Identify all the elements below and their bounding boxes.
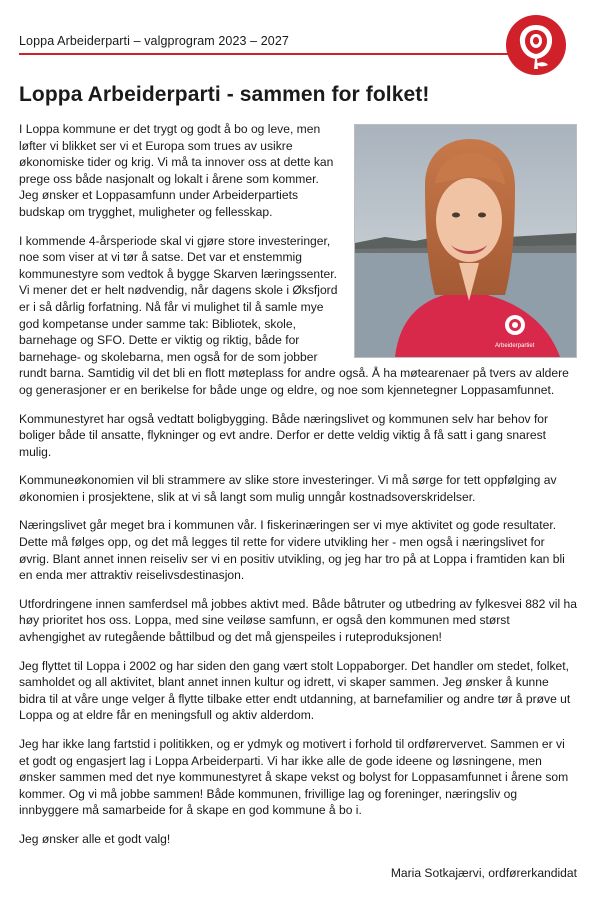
paragraph: Jeg flyttet til Loppa i 2002 og har siden den gang vært stolt Loppaborger. Det handler om stedet, folket, samholdet og all aktivitet, blant annet innen kultur og idrett, vi skaper sammen. Jeg ønsker å kunne bidra til at våre unge velger å flytte tilbake etter endt utdanning, at barnefamilier og andre tør å prøve ut Loppa og at eldre får en meningsfull og aktiv alderdom. [19,658,571,723]
shirt-text: Arbeiderpartiet [495,343,535,349]
paragraph: Jeg har ikke lang fartstid i politikken, og er ydmyk og motivert i forhold til ordførervervet. Sammen er vi et godt og engasjert lag i Loppa Arbeiderparti. Vi har ikke alle de gode ideene og løsningene, men ønsker sammen med det nye kommunestyret å skape vekst og bolyst for Loppasamfunnet i årene som kommer. Og vi må jobbe sammen! Både kommunen, frivillige lag og foreninger, næringsliv og innbyggere må samarbeide for å skape en god kommune å bo i. [19,737,569,818]
portrait-photo [354,124,577,358]
header-divider [19,53,515,55]
paragraph: I kommende 4-årsperiode skal vi gjøre store investeringer, noe som viser at vi tør å satse. Det var et enstemmig kommunestyre som vedtok å bygge Skarven læringssenter. Vi mener det er helt nødvendig, når dagens skole i Øksfjord er i så dårlig forfatning. Nå får vi mulighet til å samle mye god kompetanse under samme tak: Bibliotek, skole, barnehage og SFO. Dette er viktig og riktig, både for barnehage- og skolebarna, men også for de som jobber rundt barna. Samtidig vil det bli en flott møteplass for andre også. Å ha møtearenaer på tvers av aldere og generasjoner er en berikelse for både unge og eldre, og noe som kjennetegner Loppasamfunnet. [19,233,569,397]
paragraph: I Loppa kommune er det trygt og godt å bo og leve, men løfter vi blikket ser vi et Europa som trues av usikre økonomiske tider og krig. Vi må ta innover oss at dette kan prege oss både nasjonalt og lokalt i årene som kommer. Jeg ønsker et Loppasamfunn under Arbeiderpartiets budskap om trygghet, muligheter og fellesskap. [19,122,334,219]
signature: Maria Sotkajærvi, ordførerkandidat [390,866,577,880]
running-header: Loppa Arbeiderparti – valgprogram 2023 – 2027 [19,34,289,48]
article-body [19,121,577,860]
red-rose-icon [505,14,567,76]
paragraph: Kommunestyret har også vedtatt boligbygging. Både næringslivet og kommunen selv har behov for boliger både til ansatte, flykninger og evt andre. Derfor er dette veldig viktig å få satt i gang snarest mulig. [19,411,549,459]
paragraph: Næringslivet går meget bra i kommunen vår. I fiskerinæringen ser vi mye aktivitet og gode resultater. Dette må følges opp, og det må legges til rette for videre utvikling her - men også i næringslivet for øvrig. Blant annet innen reiseliv ser vi en positiv utvikling, og jeg har tro på at Loppa i framtiden kan bli en enda mer attraktiv reiselivsdestinasjon. [19,518,565,583]
paragraph: Utfordringene innen samferdsel må jobbes aktivt med. Både båtruter og utbedring av fylkesvei 882 vil ha høy prioritet hos oss. Loppa, med sine veiløse samfunn, er også den kommunen med størst avhengighet av rutegående båttilbud og det må gjenspeiles i ruteproduksjonen! [19,596,577,645]
paragraph: Kommuneøkonomien vil bli strammere av slike store investeringer. Vi må sørge for tett oppfølging av økonomien i prosjektene, slik at vi så langt som mulig unngår kostnadsoverskridelser. [19,473,557,504]
paragraph: Jeg ønsker alle et godt valg! [19,831,171,846]
page-title: Loppa Arbeiderparti - sammen for folket! [19,83,430,106]
